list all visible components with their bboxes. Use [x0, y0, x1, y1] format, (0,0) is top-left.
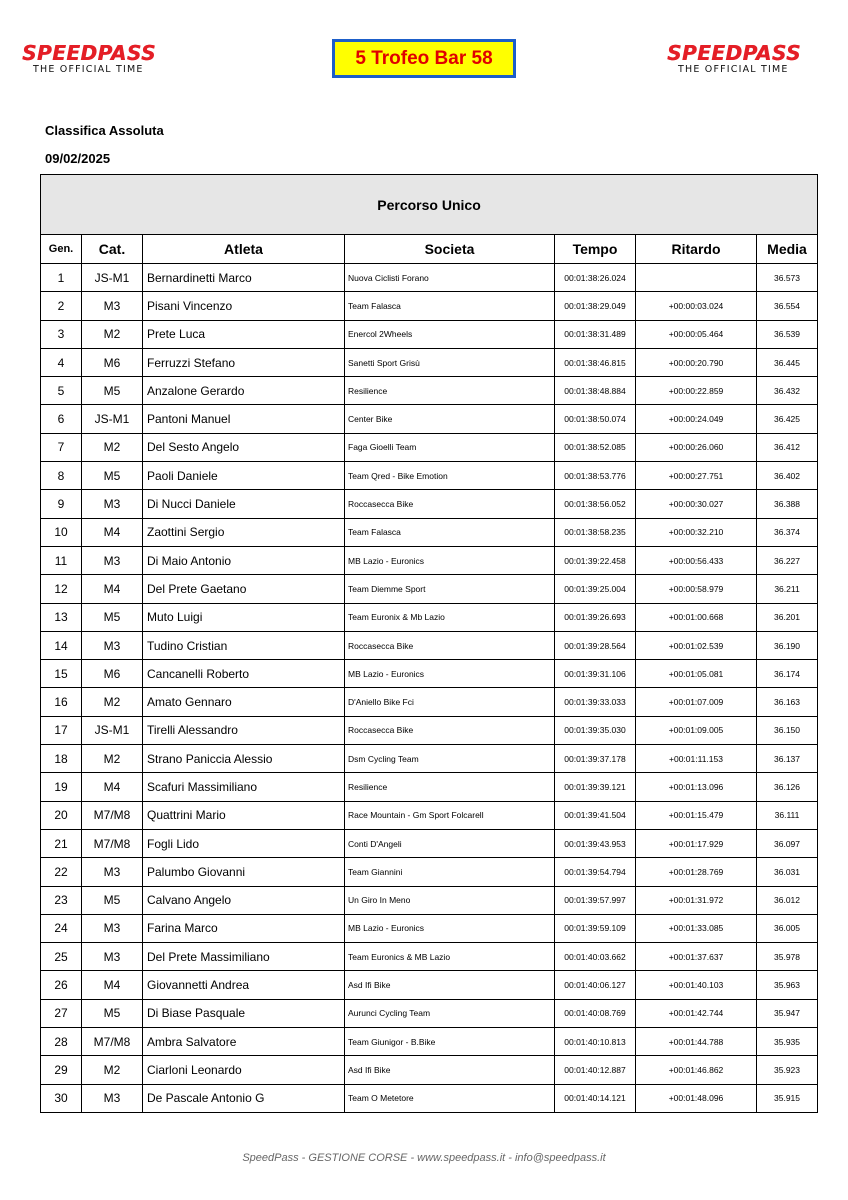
table-row: [41, 971, 818, 999]
cell-athlete: Del Sesto Angelo: [143, 433, 345, 461]
cell-athlete: Del Prete Massimiliano: [143, 943, 345, 971]
cell-position: 28: [41, 1028, 82, 1056]
table-row: [41, 348, 818, 376]
cell-average-speed: 36.163: [757, 688, 818, 716]
cell-time: 00:01:39:59.109: [555, 914, 636, 942]
cell-position: 14: [41, 631, 82, 659]
cell-position: 19: [41, 773, 82, 801]
cell-category: M7/M8: [82, 829, 143, 857]
cell-category: M3: [82, 914, 143, 942]
cell-gap: +00:01:40.103: [636, 971, 757, 999]
cell-average-speed: 36.432: [757, 377, 818, 405]
cell-gap: +00:01:05.081: [636, 660, 757, 688]
cell-athlete: Pisani Vincenzo: [143, 292, 345, 320]
cell-position: 15: [41, 660, 82, 688]
column-header-gen: Gen.: [41, 235, 82, 264]
speedpass-logo-left: [22, 42, 182, 82]
cell-athlete: Tudino Cristian: [143, 631, 345, 659]
cell-position: 24: [41, 914, 82, 942]
cell-gap: +00:01:09.005: [636, 716, 757, 744]
cell-average-speed: 36.190: [757, 631, 818, 659]
cell-team: Resilience: [345, 377, 555, 405]
cell-position: 22: [41, 858, 82, 886]
cell-category: M2: [82, 320, 143, 348]
column-header-tempo: Tempo: [555, 235, 636, 264]
cell-time: 00:01:39:41.504: [555, 801, 636, 829]
cell-team: MB Lazio - Euronics: [345, 660, 555, 688]
cell-team: Faga Gioelli Team: [345, 433, 555, 461]
cell-time: 00:01:38:50.074: [555, 405, 636, 433]
cell-category: M3: [82, 631, 143, 659]
cell-team: Team Giannini: [345, 858, 555, 886]
cell-position: 1: [41, 264, 82, 292]
classification-title: Classifica Assoluta: [45, 123, 164, 138]
cell-average-speed: 36.554: [757, 292, 818, 320]
cell-time: 00:01:39:54.794: [555, 858, 636, 886]
cell-team: Nuova Ciclisti Forano: [345, 264, 555, 292]
cell-category: M5: [82, 603, 143, 631]
cell-average-speed: 36.137: [757, 745, 818, 773]
cell-team: Team Falasca: [345, 292, 555, 320]
table-row: [41, 858, 818, 886]
cell-athlete: Di Nucci Daniele: [143, 490, 345, 518]
table-row: [41, 943, 818, 971]
cell-team: MB Lazio - Euronics: [345, 914, 555, 942]
cell-category: M6: [82, 348, 143, 376]
cell-gap: +00:01:48.096: [636, 1084, 757, 1112]
cell-average-speed: 36.005: [757, 914, 818, 942]
cell-category: JS-M1: [82, 405, 143, 433]
table-row: [41, 773, 818, 801]
cell-category: M3: [82, 546, 143, 574]
cell-team: Asd Ifi Bike: [345, 1056, 555, 1084]
cell-gap: +00:01:07.009: [636, 688, 757, 716]
cell-gap: +00:01:17.929: [636, 829, 757, 857]
cell-category: M3: [82, 943, 143, 971]
cell-team: Sanetti Sport Grisù: [345, 348, 555, 376]
cell-gap: +00:01:31.972: [636, 886, 757, 914]
cell-time: 00:01:39:57.997: [555, 886, 636, 914]
cell-position: 23: [41, 886, 82, 914]
cell-category: M2: [82, 745, 143, 773]
course-title: Percorso Unico: [41, 175, 818, 235]
cell-category: M3: [82, 1084, 143, 1112]
cell-average-speed: 35.915: [757, 1084, 818, 1112]
table-row: [41, 631, 818, 659]
cell-position: 20: [41, 801, 82, 829]
cell-team: Team Diemme Sport: [345, 575, 555, 603]
race-date: 09/02/2025: [45, 151, 111, 166]
cell-gap: +00:00:20.790: [636, 348, 757, 376]
table-row: [41, 914, 818, 942]
cell-average-speed: 36.425: [757, 405, 818, 433]
cell-average-speed: 35.963: [757, 971, 818, 999]
cell-team: Center Bike: [345, 405, 555, 433]
cell-position: 27: [41, 999, 82, 1027]
cell-time: 00:01:40:14.121: [555, 1084, 636, 1112]
cell-gap: +00:00:24.049: [636, 405, 757, 433]
cell-gap: +00:01:13.096: [636, 773, 757, 801]
table-row: [41, 886, 818, 914]
table-row: [41, 1028, 818, 1056]
table-row: [41, 264, 818, 292]
cell-athlete: Quattrini Mario: [143, 801, 345, 829]
cell-time: 00:01:39:31.106: [555, 660, 636, 688]
cell-position: 26: [41, 971, 82, 999]
cell-gap: +00:00:27.751: [636, 462, 757, 490]
cell-average-speed: 35.923: [757, 1056, 818, 1084]
cell-category: M7/M8: [82, 1028, 143, 1056]
cell-category: M3: [82, 858, 143, 886]
cell-time: 00:01:38:48.884: [555, 377, 636, 405]
cell-gap: +00:01:44.788: [636, 1028, 757, 1056]
cell-team: Conti D'Angeli: [345, 829, 555, 857]
cell-athlete: Ambra Salvatore: [143, 1028, 345, 1056]
cell-position: 21: [41, 829, 82, 857]
cell-average-speed: 36.388: [757, 490, 818, 518]
cell-average-speed: 36.539: [757, 320, 818, 348]
cell-time: 00:01:39:26.693: [555, 603, 636, 631]
cell-average-speed: 36.097: [757, 829, 818, 857]
cell-athlete: Bernardinetti Marco: [143, 264, 345, 292]
cell-category: M2: [82, 688, 143, 716]
cell-average-speed: 36.150: [757, 716, 818, 744]
cell-athlete: Giovannetti Andrea: [143, 971, 345, 999]
cell-time: 00:01:38:29.049: [555, 292, 636, 320]
cell-average-speed: 36.227: [757, 546, 818, 574]
cell-time: 00:01:39:28.564: [555, 631, 636, 659]
cell-gap: +00:00:22.859: [636, 377, 757, 405]
cell-time: 00:01:38:58.235: [555, 518, 636, 546]
cell-gap: +00:01:37.637: [636, 943, 757, 971]
cell-time: 00:01:39:39.121: [555, 773, 636, 801]
cell-gap: +00:00:58.979: [636, 575, 757, 603]
cell-athlete: De Pascale Antonio G: [143, 1084, 345, 1112]
cell-time: 00:01:39:22.458: [555, 546, 636, 574]
cell-time: 00:01:40:10.813: [555, 1028, 636, 1056]
cell-gap: +00:00:03.024: [636, 292, 757, 320]
cell-category: M3: [82, 490, 143, 518]
cell-time: 00:01:39:37.178: [555, 745, 636, 773]
cell-time: 00:01:40:08.769: [555, 999, 636, 1027]
cell-athlete: Paoli Daniele: [143, 462, 345, 490]
cell-athlete: Prete Luca: [143, 320, 345, 348]
cell-gap: +00:01:28.769: [636, 858, 757, 886]
cell-time: 00:01:38:26.024: [555, 264, 636, 292]
cell-athlete: Ciarloni Leonardo: [143, 1056, 345, 1084]
table-row: [41, 546, 818, 574]
cell-category: M5: [82, 377, 143, 405]
cell-category: M5: [82, 462, 143, 490]
event-title: 5 Trofeo Bar 58: [332, 39, 516, 78]
table-row: [41, 320, 818, 348]
cell-athlete: Palumbo Giovanni: [143, 858, 345, 886]
cell-time: 00:01:38:46.815: [555, 348, 636, 376]
cell-position: 17: [41, 716, 82, 744]
cell-athlete: Farina Marco: [143, 914, 345, 942]
cell-gap: +00:01:46.862: [636, 1056, 757, 1084]
cell-position: 25: [41, 943, 82, 971]
cell-athlete: Pantoni Manuel: [143, 405, 345, 433]
cell-athlete: Calvano Angelo: [143, 886, 345, 914]
cell-team: Team Qred - Bike Emotion: [345, 462, 555, 490]
cell-average-speed: 36.174: [757, 660, 818, 688]
cell-team: Asd Ifi Bike: [345, 971, 555, 999]
cell-category: M5: [82, 886, 143, 914]
cell-gap: +00:00:30.027: [636, 490, 757, 518]
cell-team: D'Aniello Bike Fci: [345, 688, 555, 716]
cell-average-speed: 36.031: [757, 858, 818, 886]
cell-team: Team O Metetore: [345, 1084, 555, 1112]
cell-position: 7: [41, 433, 82, 461]
cell-athlete: Zaottini Sergio: [143, 518, 345, 546]
table-row: [41, 745, 818, 773]
footer-contact: SpeedPass - GESTIONE CORSE - www.speedpass.it - info@speedpass.it: [242, 1152, 606, 1164]
cell-category: M4: [82, 518, 143, 546]
cell-athlete: Scafuri Massimiliano: [143, 773, 345, 801]
table-row: [41, 433, 818, 461]
cell-category: M7/M8: [82, 801, 143, 829]
cell-gap: +00:00:56.433: [636, 546, 757, 574]
cell-average-speed: 36.111: [757, 801, 818, 829]
cell-average-speed: 35.935: [757, 1028, 818, 1056]
table-row: [41, 292, 818, 320]
cell-gap: +00:01:00.668: [636, 603, 757, 631]
cell-average-speed: 36.201: [757, 603, 818, 631]
cell-athlete: Ferruzzi Stefano: [143, 348, 345, 376]
cell-position: 18: [41, 745, 82, 773]
cell-team: Enercol 2Wheels: [345, 320, 555, 348]
cell-time: 00:01:39:35.030: [555, 716, 636, 744]
results-body: [41, 264, 818, 1113]
cell-team: Roccasecca Bike: [345, 631, 555, 659]
cell-team: MB Lazio - Euronics: [345, 546, 555, 574]
cell-average-speed: 36.412: [757, 433, 818, 461]
cell-athlete: Anzalone Gerardo: [143, 377, 345, 405]
cell-time: 00:01:40:03.662: [555, 943, 636, 971]
cell-average-speed: 35.978: [757, 943, 818, 971]
table-row: [41, 575, 818, 603]
cell-average-speed: 36.573: [757, 264, 818, 292]
cell-athlete: Muto Luigi: [143, 603, 345, 631]
cell-time: 00:01:38:52.085: [555, 433, 636, 461]
column-header-ritardo: Ritardo: [636, 235, 757, 264]
table-row: [41, 1056, 818, 1084]
cell-category: M2: [82, 433, 143, 461]
table-row: [41, 405, 818, 433]
table-row: [41, 603, 818, 631]
cell-position: 10: [41, 518, 82, 546]
cell-category: M4: [82, 773, 143, 801]
table-row: [41, 660, 818, 688]
cell-position: 5: [41, 377, 82, 405]
table-row: [41, 829, 818, 857]
table-row: [41, 462, 818, 490]
cell-team: Aurunci Cycling Team: [345, 999, 555, 1027]
cell-category: M3: [82, 292, 143, 320]
column-header-media: Media: [757, 235, 818, 264]
cell-average-speed: 36.374: [757, 518, 818, 546]
results-table: [40, 174, 818, 1113]
cell-position: 16: [41, 688, 82, 716]
cell-gap: +00:01:11.153: [636, 745, 757, 773]
logo-brand: SPEEDPASS: [22, 41, 156, 65]
cell-time: 00:01:38:56.052: [555, 490, 636, 518]
cell-category: M4: [82, 575, 143, 603]
logo-brand: SPEEDPASS: [667, 41, 801, 65]
cell-time: 00:01:38:53.776: [555, 462, 636, 490]
cell-team: Roccasecca Bike: [345, 716, 555, 744]
table-row: [41, 377, 818, 405]
column-header-societa: Societa: [345, 235, 555, 264]
cell-position: 29: [41, 1056, 82, 1084]
cell-athlete: Del Prete Gaetano: [143, 575, 345, 603]
cell-gap: +00:00:32.210: [636, 518, 757, 546]
cell-team: Team Falasca: [345, 518, 555, 546]
speedpass-logo-right: [667, 42, 827, 82]
cell-gap: +00:01:42.744: [636, 999, 757, 1027]
column-header-atleta: Atleta: [143, 235, 345, 264]
cell-team: Resilience: [345, 773, 555, 801]
cell-category: M4: [82, 971, 143, 999]
cell-time: 00:01:40:06.127: [555, 971, 636, 999]
cell-time: 00:01:39:33.033: [555, 688, 636, 716]
logo-tagline: THE OFFICIAL TIME: [33, 64, 144, 75]
table-row: [41, 716, 818, 744]
cell-gap: +00:01:15.479: [636, 801, 757, 829]
cell-position: 6: [41, 405, 82, 433]
cell-time: 00:01:40:12.887: [555, 1056, 636, 1084]
cell-category: JS-M1: [82, 264, 143, 292]
cell-category: M2: [82, 1056, 143, 1084]
table-row: [41, 801, 818, 829]
cell-team: Roccasecca Bike: [345, 490, 555, 518]
table-row: [41, 688, 818, 716]
column-header-cat: Cat.: [82, 235, 143, 264]
cell-category: M5: [82, 999, 143, 1027]
cell-average-speed: 36.012: [757, 886, 818, 914]
cell-average-speed: 36.211: [757, 575, 818, 603]
cell-team: Team Euronics & MB Lazio: [345, 943, 555, 971]
table-row: [41, 490, 818, 518]
cell-team: Race Mountain - Gm Sport Folcarell: [345, 801, 555, 829]
cell-gap: +00:01:33.085: [636, 914, 757, 942]
cell-position: 3: [41, 320, 82, 348]
logo-tagline: THE OFFICIAL TIME: [678, 64, 789, 75]
cell-team: Team Giunigor - B.Bike: [345, 1028, 555, 1056]
cell-position: 11: [41, 546, 82, 574]
cell-athlete: Amato Gennaro: [143, 688, 345, 716]
cell-gap: +00:00:26.060: [636, 433, 757, 461]
cell-average-speed: 35.947: [757, 999, 818, 1027]
table-row: [41, 1084, 818, 1112]
cell-position: 9: [41, 490, 82, 518]
cell-time: 00:01:39:25.004: [555, 575, 636, 603]
cell-athlete: Di Maio Antonio: [143, 546, 345, 574]
cell-athlete: Fogli Lido: [143, 829, 345, 857]
cell-position: 8: [41, 462, 82, 490]
cell-team: Dsm Cycling Team: [345, 745, 555, 773]
cell-gap: [636, 264, 757, 292]
cell-team: Un Giro In Meno: [345, 886, 555, 914]
cell-time: 00:01:38:31.489: [555, 320, 636, 348]
cell-athlete: Strano Paniccia Alessio: [143, 745, 345, 773]
cell-position: 13: [41, 603, 82, 631]
cell-gap: +00:01:02.539: [636, 631, 757, 659]
cell-position: 2: [41, 292, 82, 320]
cell-athlete: Cancanelli Roberto: [143, 660, 345, 688]
cell-average-speed: 36.402: [757, 462, 818, 490]
table-row: [41, 518, 818, 546]
cell-category: M6: [82, 660, 143, 688]
cell-position: 4: [41, 348, 82, 376]
cell-average-speed: 36.126: [757, 773, 818, 801]
cell-average-speed: 36.445: [757, 348, 818, 376]
cell-gap: +00:00:05.464: [636, 320, 757, 348]
cell-category: JS-M1: [82, 716, 143, 744]
cell-athlete: Di Biase Pasquale: [143, 999, 345, 1027]
table-row: [41, 999, 818, 1027]
cell-position: 12: [41, 575, 82, 603]
cell-time: 00:01:39:43.953: [555, 829, 636, 857]
cell-position: 30: [41, 1084, 82, 1112]
cell-team: Team Euronix & Mb Lazio: [345, 603, 555, 631]
cell-athlete: Tirelli Alessandro: [143, 716, 345, 744]
